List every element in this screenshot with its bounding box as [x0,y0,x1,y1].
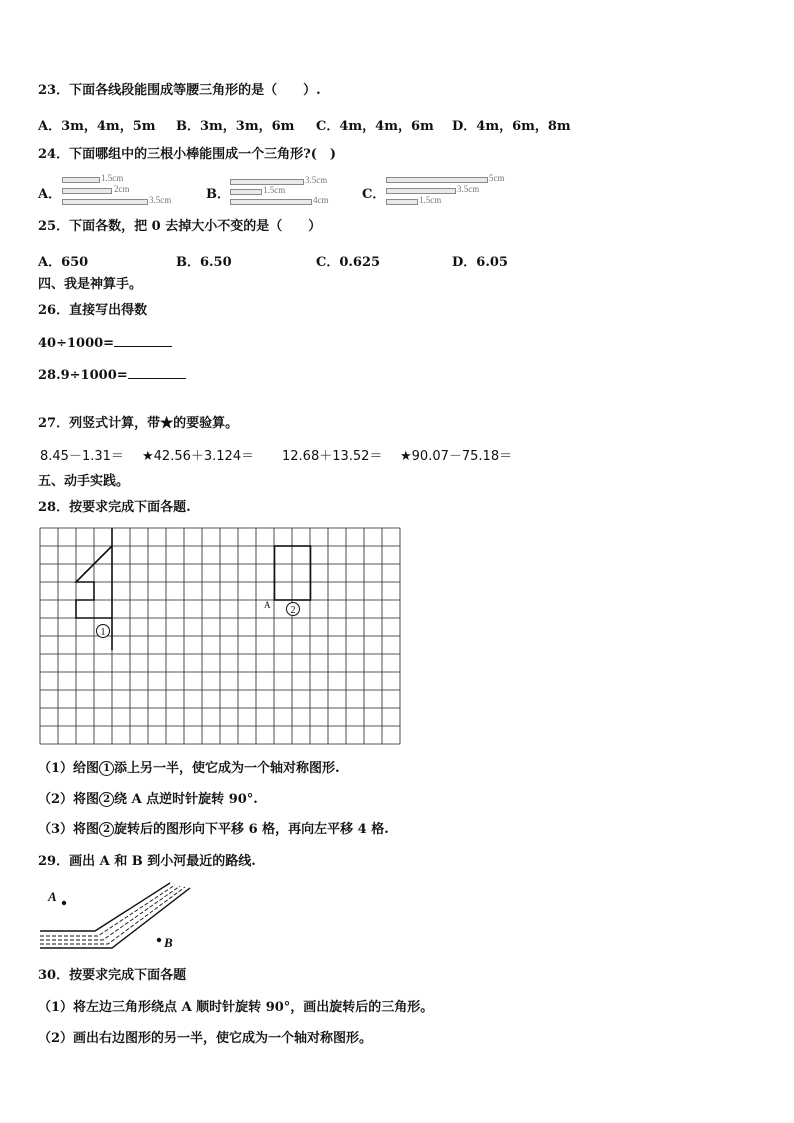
figure-1-marker [97,625,110,639]
q25-option-d: D．6.05 [452,255,508,270]
stick-label: 2cm [114,184,130,194]
section-heading-5: 五、动手实践。 [38,474,130,489]
stick-label: 3.5cm [305,175,328,185]
stick-label: 1.5cm [263,185,286,195]
expression: 28.9÷1000= [38,368,128,383]
stick-label: 1.5cm [419,195,442,205]
label-a: A [48,889,57,904]
q27-item-1: 8.45－1.31＝ [40,449,124,464]
q30-stem: 30．按要求完成下面各题 [38,968,187,983]
q28-sub1 [38,761,340,777]
label-b: B [164,935,173,950]
sub-text: （2）将图 [38,792,100,807]
figure-2-marker [287,603,300,617]
grid-lines [40,528,400,744]
q28-stem: 28．按要求完成下面各题. [38,500,191,515]
sub-text: 添上另一半，使它成为一个轴对称图形. [114,761,340,776]
stick-label: 1.5cm [101,173,124,183]
q27-stem: 27．列竖式计算，带★的要验算。 [38,416,239,431]
point-a-label: A [264,600,271,610]
q25-option-c: C．0.625 [316,255,381,270]
sub-text: （1）给图 [38,761,100,776]
section-heading-4: 四、我是神算手。 [38,277,143,292]
stick-label: 4cm [313,195,329,205]
q23-option-a: A．3m，4m，5m [38,119,156,134]
figure-2-rect [275,546,311,600]
q27-item-3: 12.68＋13.52＝ [282,449,383,464]
figure-2 [275,546,311,600]
q23-stem: 23．下面各线段能围成等腰三角形的是（ ）. [38,83,321,98]
q25-option-a: A．650 [38,255,89,270]
figure-1-number: 1 [100,627,106,638]
q23-option-b: B．3m，3m，6m [176,119,295,134]
q28-sub2 [38,792,258,808]
q27-item-2: ★42.56＋3.124＝ [142,449,255,464]
expression: 40÷1000= [38,336,115,351]
q30-sub2: （2）画出右边图形的另一半，使它成为一个轴对称图形。 [38,1031,373,1046]
q25-option-b: B．6.50 [176,255,232,270]
q23-option-d: D．4m，6m，8m [452,119,571,134]
figure-number-badge: 2 [99,792,114,807]
sub-text: 旋转后的图形向下平移 6 格，再向左平移 4 格. [114,822,389,837]
sub-text: （3）将图 [38,822,100,837]
q25-stem: 25．下面各数，把 0 去掉大小不变的是（ ） [38,219,322,234]
q26-stem: 26．直接写出得数 [38,303,148,318]
point-b [157,938,161,942]
stick-label: 5cm [489,173,505,183]
stick-label: 3.5cm [149,195,172,205]
q23-option-c: C．4m，4m，6m [316,119,434,134]
q24-option-c-letter: C． [362,187,386,202]
q24-option-b-letter: B． [206,187,230,202]
sub-text: 绕 A 点逆时针旋转 90°. [114,792,258,807]
q29-river-figure [30,876,230,956]
stick-label: 3.5cm [457,184,480,194]
q30-sub1: （1）将左边三角形绕点 A 顺时针旋转 90°，画出旋转后的三角形。 [38,1000,434,1015]
figure-number-badge: 2 [99,822,114,837]
point-a [62,901,66,905]
q24-stem: 24．下面哪组中的三根小棒能围成一个三角形?( ) [38,147,337,162]
q29-stem: 29．画出 A 和 B 到小河最近的路线. [38,854,256,869]
figure-number-badge: 1 [99,761,114,776]
q28-sub3 [38,822,389,838]
q24-option-a-letter: A． [38,187,62,202]
q27-item-4: ★90.07－75.18＝ [400,449,513,464]
figure-2-number: 2 [290,605,296,616]
